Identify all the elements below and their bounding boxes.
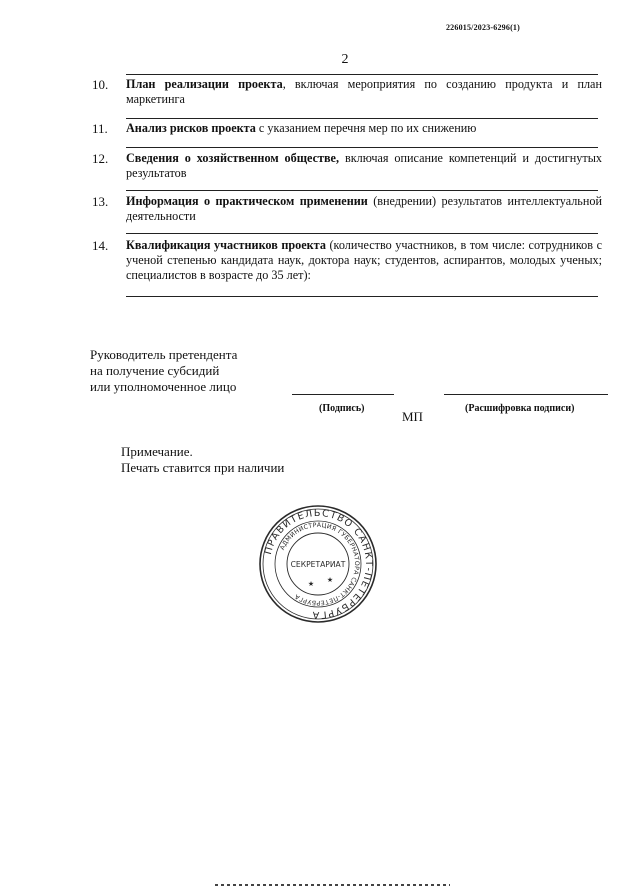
item-rest: включая описание компетенций и достигнутых результатов (126, 151, 602, 180)
decode-caption: (Расшифровка подписи) (465, 403, 575, 414)
item-number: 11. (92, 121, 108, 136)
item-text (126, 194, 602, 224)
item-text (126, 121, 602, 136)
signer-line-2: на получение субсидий (90, 363, 220, 378)
signer-block (90, 347, 237, 395)
item-number: 10. (92, 77, 109, 92)
signer-line-1: Руководитель претендента (90, 347, 238, 362)
item-title: Квалификация участников проекта (126, 238, 326, 252)
item-rest: с указанием перечня мер по их снижению (255, 121, 477, 135)
item-number: 12. (92, 151, 109, 166)
item-title: Анализ рисков проекта (126, 121, 256, 135)
rule-top-item-11 (126, 118, 598, 119)
item-title: Сведения о хозяйственном обществе, (126, 151, 340, 165)
note-block (121, 444, 284, 476)
stamp-outer-text: ПРАВИТЕЛЬСТВО САНКТ-ПЕТЕРБУРГА (262, 507, 375, 621)
item-rest: (количество участников, в том числе: сотрудников с ученой степенью кандидата наук, доктора наук; студентов, аспирантов, молодых ученых; специалистов в возрасте до 35 лет): (126, 238, 602, 282)
stamp-center-text: СЕКРЕТАРИАТ (290, 560, 346, 569)
item-number: 14. (92, 238, 109, 253)
rule-top-item-13 (126, 190, 598, 191)
document-number: 226015/2023-6296(1) (445, 23, 520, 32)
star-icon: ★ (326, 576, 334, 584)
item-number: 13. (92, 194, 109, 209)
page-number: 2 (341, 52, 349, 67)
stamp-inner-text: АДМИНИСТРАЦИЯ ГУБЕРНАТОРА САНКТ-ПЕТЕРБУРГА (278, 521, 361, 607)
seal-place-label: МП (402, 409, 423, 424)
item-rest: , включая мероприятия по созданию продукта и план маркетинга (126, 77, 602, 106)
signer-line-3: или уполномоченное лицо (90, 379, 237, 394)
note-text: Печать ставится при наличии (121, 460, 285, 475)
star-icon: ★ (307, 580, 315, 588)
rule-bottom-item-14 (126, 296, 598, 297)
official-stamp (258, 504, 378, 624)
decode-line (444, 394, 608, 395)
item-title: Информация о практическом применении (126, 194, 368, 208)
item-text (126, 238, 602, 283)
rule-top-item-14 (126, 233, 598, 234)
signature-caption: (Подпись) (319, 403, 365, 414)
item-rest: (внедрении) результатов интеллектуальной деятельности (126, 194, 602, 223)
scan-artifact (215, 884, 450, 886)
rule-top-item-12 (126, 147, 598, 148)
item-text (126, 151, 602, 181)
item-text (126, 77, 602, 107)
item-title: План реализации проекта (126, 77, 283, 91)
signature-line (292, 394, 394, 395)
note-title: Примечание. (121, 444, 193, 459)
rule-top-item-10 (126, 74, 598, 75)
